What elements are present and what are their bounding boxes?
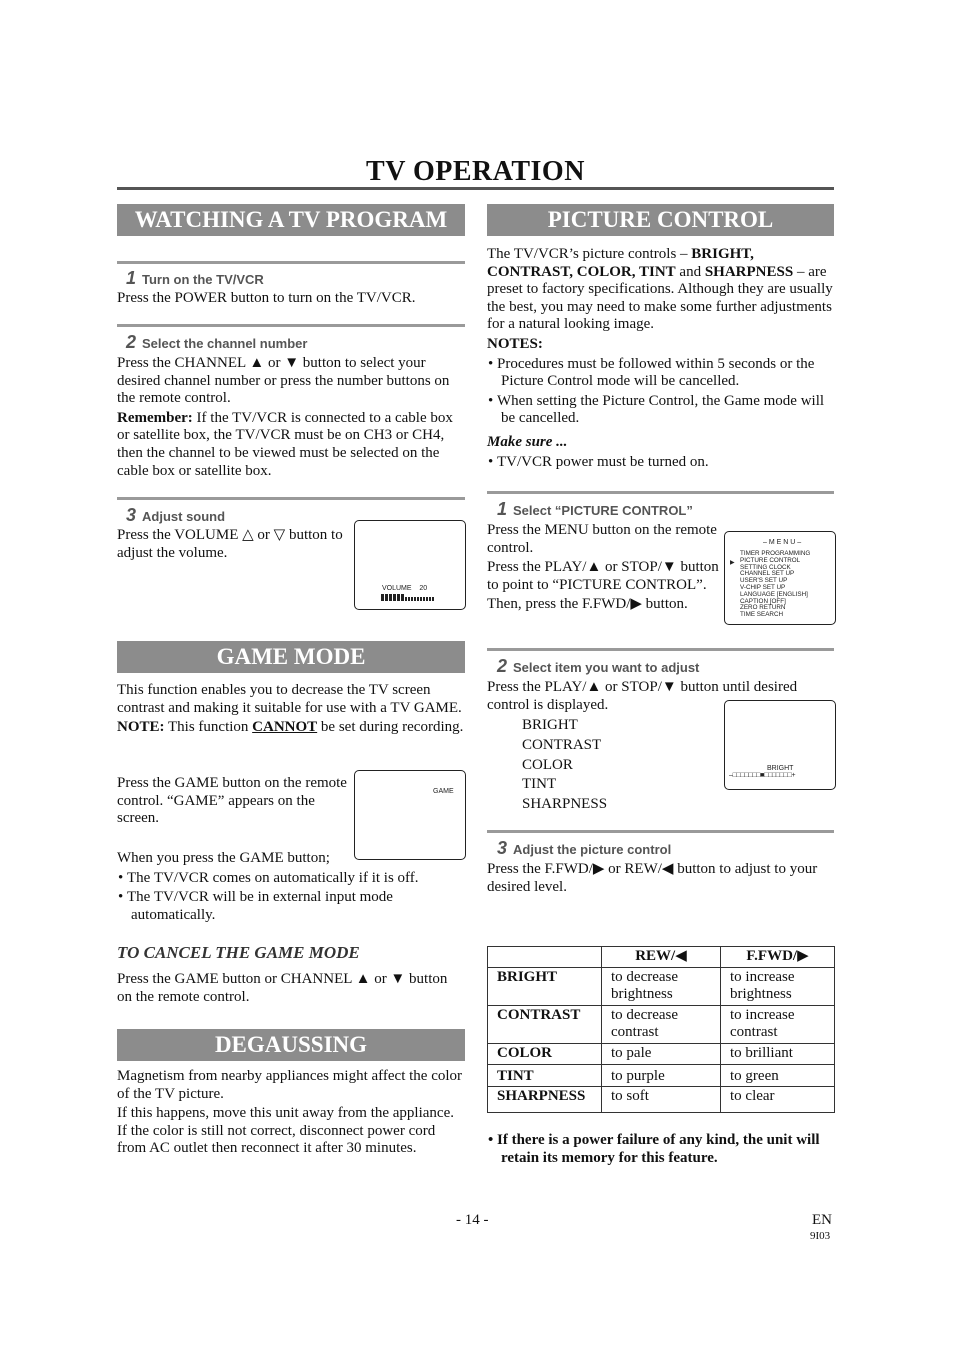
volume-segment — [408, 597, 410, 601]
divider — [487, 830, 834, 833]
table-row: TINT to purple to green — [488, 1064, 835, 1087]
volume-segment — [423, 597, 425, 601]
bright-label: BRIGHT — [767, 765, 794, 772]
table-row: BRIGHT to decrease brightness to increase brightness — [488, 967, 835, 1005]
list-item: BRIGHT — [522, 717, 578, 733]
volume-segment — [397, 594, 400, 601]
menu-item: CAPTION [OFF] — [740, 597, 786, 605]
degaussing-banner: DEGAUSSING — [117, 1029, 465, 1061]
menu-item: TIME SEARCH — [740, 611, 784, 619]
game-screen-label: GAME — [433, 788, 454, 795]
volume-segment — [429, 597, 431, 601]
cancel-text: Press the GAME button or CHANNEL ▲ or ▼ button on the remote control. — [117, 971, 448, 1005]
volume-screen — [354, 520, 466, 610]
game-when: When you press the GAME button; • The TV/VCR comes on automatically if it is off. • The TV/VCR will be in external input mode automatically. — [117, 850, 465, 926]
page-number: - 14 - — [456, 1212, 489, 1228]
menu-item: CHANNEL SET UP — [740, 570, 795, 578]
table-row: COLOR to pale to brilliant — [488, 1043, 835, 1064]
bullet-item: • The TV/VCR will be in external input mode automatically. — [118, 889, 393, 923]
bright-level-bar: –□□□□□□□■□□□□□□□+ — [729, 772, 796, 779]
volume-segment — [411, 597, 413, 601]
menu-item: LANGUAGE [ENGLISH] — [740, 590, 808, 598]
degaussing-text: Magnetism from nearby appliances might affect the color of the TV picture. If this happens, move this unit away from the appliance. If the color is still not correct, disconnect power cord from AC outlet then reconnect it after 30 minutes. — [117, 1068, 463, 1157]
menu-title: – M E N U – — [763, 539, 802, 546]
bullet-item: • Procedures must be followed within 5 seconds or the Picture Control mode will be cancelled. — [488, 355, 815, 390]
game-intro: This function enables you to decrease the TV screen contrast and making it suitable for use with a TV GAME. NOTE: This function CANNOT be set during recording. — [117, 682, 464, 736]
volume-segment — [405, 597, 407, 601]
divider — [117, 261, 465, 264]
volume-segment — [420, 597, 422, 601]
menu-screen — [724, 531, 836, 625]
language-code: EN — [812, 1212, 832, 1228]
volume-segment — [381, 594, 384, 601]
step-text: Press the MENU button on the remote control. Press the PLAY/▲ or STOP/▼ button to point to “PICTURE CONTROL”. Then, press the F.FWD/▶ button. — [487, 522, 719, 613]
volume-bar — [381, 594, 438, 601]
step-heading: 3 Adjust sound — [126, 505, 226, 525]
menu-item: USER'S SET UP — [740, 577, 788, 585]
table-header-row — [488, 947, 835, 968]
volume-label: VOLUME 20 — [382, 585, 428, 592]
ffwd-column-header: F.FWD/▶ — [721, 947, 835, 968]
menu-item: V-CHIP SET UP — [740, 583, 786, 591]
step-heading: 2 Select item you want to adjust — [497, 656, 700, 676]
volume-segment — [389, 594, 392, 601]
game-press: Press the GAME button on the remote control. “GAME” appears on the screen. — [117, 775, 347, 827]
divider — [487, 648, 834, 651]
step-heading: 3 Adjust the picture control — [497, 838, 672, 858]
step-text: Press the PLAY/▲ or STOP/▼ button until desired control is displayed. — [487, 679, 798, 713]
step-text: Press the CHANNEL ▲ or ▼ button to select your desired channel number or press the number buttons on the remote control. Remember: If the TV/VCR is connected to a cable box or satellite box, the TV/VCR must be on CH3 or CH4, then the channel to be viewed must be selected on the cable box or satellite box. — [117, 355, 453, 479]
bullet-item: • When setting the Picture Control, the Game mode will be cancelled. — [488, 392, 825, 427]
game-screen — [354, 770, 466, 860]
table-row: CONTRAST to decrease contrast to increase contrast — [488, 1005, 835, 1043]
game-mode-banner: GAME MODE — [117, 641, 465, 673]
menu-item: ZERO RETURN — [740, 604, 786, 612]
volume-segment — [393, 594, 396, 601]
menu-cursor: ▶ — [730, 560, 735, 566]
volume-segment — [414, 597, 416, 601]
divider — [117, 324, 465, 327]
divider — [487, 491, 834, 494]
adjust-item-list — [522, 716, 702, 815]
menu-item: PICTURE CONTROL — [740, 556, 801, 564]
title-rule — [117, 187, 834, 190]
cancel-heading: TO CANCEL THE GAME MODE — [117, 943, 360, 962]
step-text: Press the POWER button to turn on the TV/VCR. — [117, 290, 416, 306]
picture-intro: The TV/VCR’s picture controls – BRIGHT, CONTRAST, COLOR, TINT and SHARPNESS – are preset to factory specifications. Although they are usually the best, you may need to make some further adjustments for a natural looking image. NOTES: • Procedures must be followed within 5 seconds or the Picture Control mode will be cancelled. • When setting the Picture Control, the Game mode will be cancelled. Make sure ... • TV/VCR power must be turned on. — [487, 246, 833, 470]
bullet-item: • TV/VCR power must be turned on. — [488, 453, 709, 470]
step-text: Press the F.FWD/▶ or REW/◀ button to adjust to your desired level. — [487, 861, 818, 895]
power-failure-note: • If there is a power failure of any kind, the unit will retain its memory for this feature. — [488, 1132, 820, 1166]
table-row: SHARPNESS to soft to clear — [488, 1087, 835, 1113]
volume-segment — [401, 594, 404, 601]
list-item: CONTRAST — [522, 736, 602, 753]
list-item: TINT — [522, 776, 557, 793]
document-code: 9I03 — [810, 1230, 831, 1242]
volume-segment — [426, 597, 428, 601]
step-heading: 1 Turn on the TV/VCR — [126, 268, 264, 288]
volume-segment — [432, 597, 434, 601]
volume-segment — [385, 594, 388, 601]
list-item: SHARPNESS — [522, 796, 608, 813]
step-heading: 1 Select “PICTURE CONTROL” — [497, 499, 693, 519]
step-heading: 2 Select the channel number — [126, 332, 308, 352]
rew-column-header: REW/◀ — [602, 947, 721, 968]
volume-segment — [417, 597, 419, 601]
picture-control-banner: PICTURE CONTROL — [487, 204, 834, 236]
page-title: TV OPERATION — [366, 156, 585, 187]
menu-item: TIMER PROGRAMMING — [740, 550, 811, 557]
list-item: COLOR — [522, 756, 573, 773]
step-text: Press the VOLUME △ or ▽ button to adjust the volume. — [117, 527, 343, 561]
menu-item: SETTING CLOCK — [740, 563, 791, 571]
watching-banner: WATCHING A TV PROGRAM — [117, 204, 465, 236]
bright-screen — [724, 700, 836, 790]
menu-list — [740, 551, 810, 619]
divider — [117, 497, 465, 500]
bullet-item: • The TV/VCR comes on automatically if it is off. — [118, 869, 419, 886]
picture-control-table — [487, 946, 835, 1113]
